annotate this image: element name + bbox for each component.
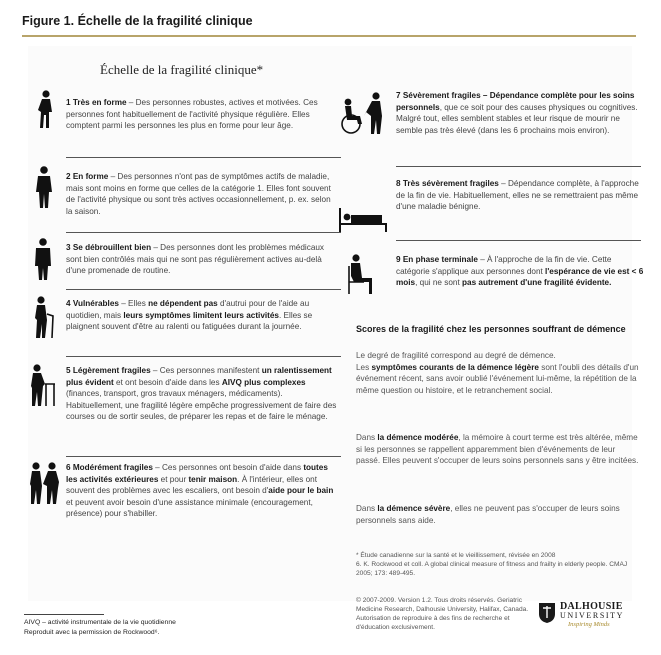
- dementia-paragraph-3: [356, 503, 641, 526]
- level-8-label: 8 Très sévèrement fragiles: [396, 179, 499, 188]
- level-6-label: 6 Modérément fragiles: [66, 463, 153, 472]
- level-8-desc: – Dépendance complète, à l'approche de la fin de vie. Habituellement, elles ne se remettraient pas même d'une maladie bénigne.: [396, 179, 639, 212]
- level-5-label: 5 Légèrement fragiles: [66, 366, 151, 375]
- copyright-notice: © 2007-2009. Version 1.2. Tous droits réservés. Geriatric Medicine Research, Dalhousie University, Halifax, Canada. Autorisation de reproduire à des fins de recherche et d'éducation exclusivement.: [356, 597, 529, 631]
- level-7-text: [396, 90, 646, 136]
- level-6-emphasis: tenir maison: [188, 474, 238, 484]
- divider: [66, 232, 341, 233]
- level-2-text: [66, 171, 338, 217]
- level-6-desc: et pour: [158, 474, 189, 484]
- level-4-emphasis: ne dépendent pas: [148, 299, 218, 308]
- level-5-emphasis: AIVQ plus complexes: [221, 377, 306, 387]
- level-9-label: 9 En phase terminale: [396, 255, 478, 264]
- level-4-desc: – Elles: [118, 299, 149, 308]
- permission-footnote: Reproduit avec la permission de Rockwood⁶.: [24, 629, 160, 636]
- level-2-label: 2 En forme: [66, 172, 109, 181]
- standing-person-icon: [36, 90, 54, 130]
- divider: [396, 166, 641, 167]
- level-1-text: [66, 97, 338, 132]
- divider: [396, 240, 641, 241]
- level-5-emphasis: un ralentissement plus évident: [66, 366, 332, 387]
- reference-citation: * Étude canadienne sur la santé et le vieillissement, révisée en 2008 6. K. Rockwood et coll. A global clinical measure of fitness and frailty in elderly people. CMAJ 2005; 173: 489-495.: [356, 552, 628, 577]
- standing-person-icon: [33, 238, 53, 282]
- level-4-label: 4 Vulnérables: [66, 299, 119, 308]
- level-6-emphasis: toutes les activités extérieures: [66, 463, 328, 484]
- scale-title: Échelle de la fragilité clinique*: [100, 62, 264, 77]
- level-9-emphasis: l'espérance de vie est < 6 mois: [396, 266, 644, 288]
- divider: [66, 456, 341, 457]
- level-3-desc: – Des personnes dont les problèmes médicaux sont bien contrôlés mais qui ne sont pas régulièrement actives au-delà d'une promenade de routine.: [66, 243, 325, 276]
- divider: [66, 356, 341, 357]
- dementia-emphasis: la démence modérée: [377, 433, 459, 442]
- level-2-desc: – Des personnes n'ont pas de symptômes actifs de maladie, mais sont moins en forme que celles de la catégorie 1. Elles font souvent de l'activité physique ou sont très actives occasionnellement, p. ex. selon la saison.: [66, 172, 331, 216]
- level-4-desc: d'autrui pour de l'aide au quotidien, mais: [66, 299, 310, 320]
- level-6-emphasis: aide pour le bain: [268, 486, 334, 496]
- title-rule: [22, 35, 636, 37]
- crest-icon: [538, 602, 556, 624]
- level-3-label: 3 Se débrouillent bien: [66, 243, 152, 252]
- dementia-text: Le degré de fragilité correspond au degré de démence.: [356, 351, 556, 360]
- level-5-desc: (finances, transport, gros travaux ménagers, médicaments). Habituellement, une fragilité légère empêche progressivement de faire des courses ou de sortir seules, de préparer les repas et de faire le ménage.: [66, 389, 337, 422]
- figure-title: Figure 1. Échelle de la fragilité clinique: [22, 14, 253, 28]
- dementia-paragraph-2: [356, 432, 641, 467]
- level-1-label: 1 Très en forme: [66, 98, 127, 107]
- aivq-footnote: AIVQ – activité instrumentale de la vie quotidienne: [24, 619, 176, 626]
- level-6-text: [66, 462, 338, 520]
- level-5-text: [66, 365, 338, 423]
- divider: [66, 157, 341, 158]
- level-5-desc: et ont besoin d'aide dans les: [113, 377, 222, 387]
- dementia-emphasis: symptômes courants de la démence légère: [371, 362, 539, 372]
- level-8-text: [396, 178, 646, 213]
- person-in-bed-icon: [338, 204, 388, 234]
- level-6-desc: – Ces personnes ont besoin d'aide dans: [152, 463, 304, 472]
- person-with-cane-icon: [32, 296, 56, 340]
- level-9-desc: , qui ne sont: [415, 278, 463, 288]
- dementia-text: , la mémoire à court terme est très altérée, même si les personnes se rappellent apparemment bien d'événements de leur passé. Elles peuvent s'occuper de leurs soins personnels sans y être incitées.: [356, 433, 639, 466]
- level-4-text: [66, 298, 338, 333]
- seated-person-icon: [346, 254, 376, 296]
- wheelchair-icon: [338, 92, 386, 136]
- logo-tagline: Inspiring Minds: [568, 621, 610, 628]
- dementia-text: sont l'oubli des détails d'un événement récent, sans avoir oublié l'événement lui-même, la répétition de la même question ou histoire, et le retranchement social.: [356, 362, 639, 395]
- footnote-rule: [24, 614, 104, 615]
- standing-person-icon: [34, 166, 54, 210]
- dementia-paragraph-1: [356, 350, 641, 396]
- logo-university: UNIVERSITY: [560, 611, 624, 620]
- dalhousie-logo: [536, 601, 636, 631]
- assisted-person-icon: [28, 462, 62, 506]
- level-4-emphasis: leurs symptômes limitent leurs activités: [123, 310, 279, 320]
- person-with-walker-icon: [29, 364, 57, 408]
- level-7-desc: , que ce soit pour des causes physiques ou cognitives. Malgré tout, elles semblent stables et leur risque de mourir ne semble pas très élevé (dans les 6 prochains mois environ).: [396, 102, 638, 135]
- logo-name: DALHOUSIE: [560, 601, 623, 612]
- dementia-section-title: Scores de la fragilité chez les personnes souffrant de démence: [356, 324, 626, 334]
- level-1-desc: – Des personnes robustes, actives et motivées. Ces personnes font habituellement de l'activité physique régulière. Elles comptent parmi les personnes les plus en forme pour leur âge.: [66, 98, 318, 131]
- level-5-desc: – Ces personnes manifestent: [150, 366, 262, 375]
- divider: [66, 289, 341, 290]
- level-3-text: [66, 242, 338, 277]
- level-6-desc: et peuvent avoir besoin d'une assistance minimale (encouragement, présence) pour s'habiller.: [66, 497, 313, 519]
- level-6-desc: . À l'intérieur, elles ont souvent des problèmes avec les escaliers, ont besoin d': [66, 474, 317, 496]
- level-9-desc: – À l'approche de la fin de vie. Cette catégorie s'applique aux personnes dont: [396, 255, 612, 276]
- level-9-text: [396, 254, 646, 289]
- level-7-label: 7 Sévèrement fragiles – Dépendance complète pour les soins personnels: [396, 91, 635, 112]
- dementia-text: , elles ne peuvent pas s'occuper de leurs soins personnels sans aide.: [356, 504, 620, 525]
- dementia-text: Dans: [356, 433, 378, 442]
- dementia-emphasis: la démence sévère: [377, 504, 451, 513]
- level-9-emphasis: pas autrement d'une fragilité évidente.: [462, 278, 612, 288]
- dementia-text: Dans: [356, 504, 378, 513]
- level-4-desc: . Elles se plaignent souvent d'être au ralenti ou fatiguées durant la journée.: [66, 310, 313, 332]
- dementia-text: Les: [356, 362, 372, 372]
